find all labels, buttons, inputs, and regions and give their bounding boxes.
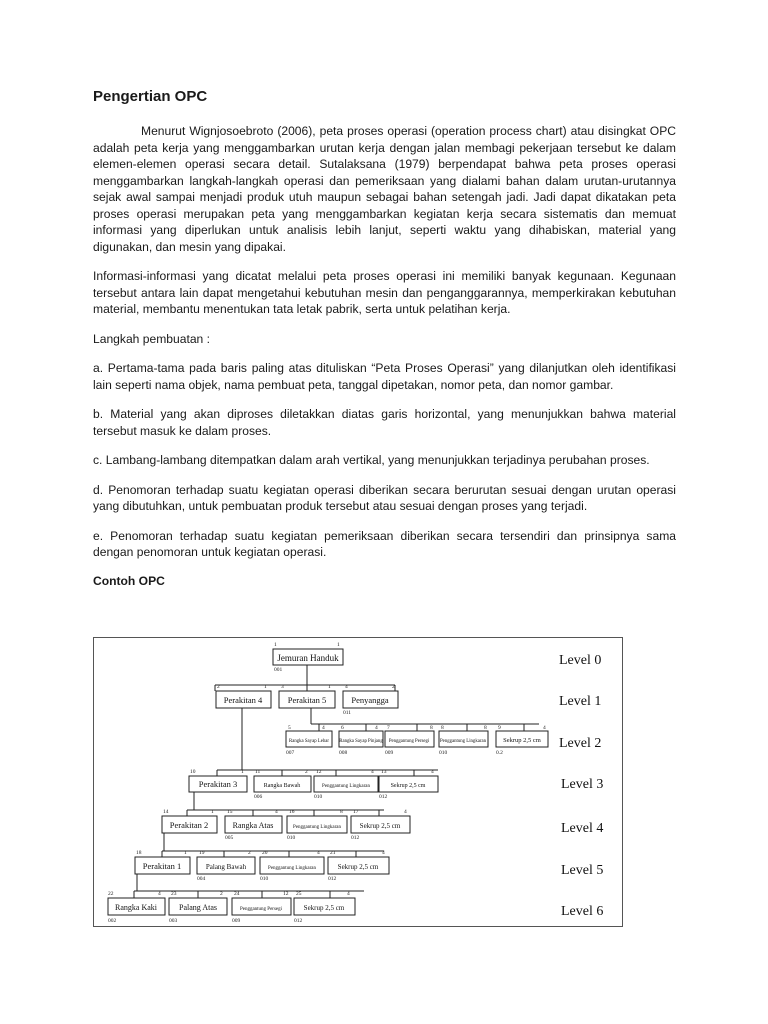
code-jemuran: 001: [274, 667, 283, 673]
code-l2-c: 009: [385, 750, 394, 756]
paragraph-steps-heading: Langkah pembuatan :: [93, 331, 210, 346]
code-l3-c: 010: [314, 794, 323, 800]
num-l5-a-left: 18: [136, 850, 142, 856]
num-perakitan5-left: 3: [281, 684, 284, 690]
num-l5-b-left: 19: [199, 850, 205, 856]
node-perakitan-2: Perakitan 2: [169, 820, 209, 830]
node-penggantung-lingkaran-l3: Penggantung Lingkaran: [322, 784, 370, 789]
code-l6-d: 012: [294, 918, 303, 924]
num-l3-d-left: 13: [381, 769, 387, 775]
node-sekrup-l4: Sekrup 2,5 cm: [359, 822, 401, 830]
num-perakitan4-left: 2: [217, 684, 220, 690]
code-penyangga: 011: [343, 710, 352, 716]
code-l6-b: 003: [169, 918, 178, 924]
opc-diagram: [94, 638, 622, 926]
num-l6-a-left: 22: [108, 891, 114, 897]
node-rangka-kaki-l6: Rangka Kaki: [115, 903, 157, 912]
node-sekrup-l3: Sekrup 2,5 cm: [390, 783, 426, 789]
node-perakitan-4: Perakitan 4: [223, 695, 263, 705]
num-l4-b-left: 15: [227, 809, 233, 815]
num-l2-a-right: 4: [322, 725, 325, 731]
num-l6-c-right: 12: [283, 891, 289, 897]
num-l5-d-right: 4: [382, 850, 385, 856]
node-rangka-bawah-l3: Rangka Bawah: [263, 783, 301, 789]
num-l2-c-right: 8: [430, 725, 433, 731]
node-jemuran-handuk: Jemuran Handuk: [277, 653, 339, 663]
num-l5-a-right: 1: [184, 850, 187, 856]
num-jemuran-left: 1: [274, 642, 277, 648]
node-penggantung-persegi-l6: Penggantung Persegi: [239, 907, 283, 912]
node-rangka-atas-l4: Rangka Atas: [232, 821, 274, 830]
node-penggantung-lingkaran-l5: Penggantung Lingkaran: [268, 866, 316, 871]
code-l2-b: 008: [339, 750, 348, 756]
num-l3-c-left: 12: [316, 769, 322, 775]
num-perakitan5-right: 1: [328, 684, 331, 690]
num-l3-c-right: 4: [371, 769, 374, 775]
code-l2-d: 010: [439, 750, 448, 756]
paragraph-step-b: b. Material yang akan diproses diletakkan diatas garis horizontal, yang menunjukkan bahwa material tersebut masuk ke dalam proses.: [93, 407, 676, 438]
num-l3-b-left: 11: [255, 769, 261, 775]
level-2-label: Level 2: [559, 736, 602, 751]
num-l2-a-left: 5: [288, 725, 291, 731]
num-l3-a-left: 10: [190, 769, 196, 775]
code-l5-d: 012: [328, 876, 337, 882]
num-jemuran-right: 1: [337, 642, 340, 648]
node-sekrup-l5: Sekrup 2,5 cm: [337, 863, 379, 871]
code-l6-a: 002: [108, 918, 117, 924]
num-l6-d-left: 25: [296, 891, 302, 897]
code-l6-c: 009: [232, 918, 241, 924]
num-l5-b-right: 2: [248, 850, 251, 856]
level-1-label: Level 1: [559, 694, 602, 709]
node-perakitan-3: Perakitan 3: [198, 779, 238, 789]
num-l6-b-left: 23: [171, 891, 177, 897]
num-l3-b-right: 2: [305, 769, 308, 775]
node-penggantung-lingkaran-l4: Penggantung Lingkaran: [293, 825, 341, 830]
num-l6-d-right: 4: [347, 891, 350, 897]
code-l3-d: 012: [379, 794, 388, 800]
num-l5-c-right: 4: [317, 850, 320, 856]
section-title: Pengertian OPC: [93, 88, 208, 105]
level-5-label: Level 5: [561, 863, 604, 878]
node-sekrup-l6: Sekrup 2,5 cm: [303, 904, 345, 912]
num-perakitan4-right: 1: [264, 684, 267, 690]
code-l2-e: 0.2: [496, 750, 503, 756]
paragraph-definition: Menurut Wignjosoebroto (2006), peta proses operasi (operation process chart) atau disingkat OPC adalah peta kerja yang menggambarkan urutan kerja dengan jalan membagi pekerjaan tersebut ke dalam elemen-elemen operasi secara detail. Sutalaksana (1979) berpendapat bahwa peta proses operasi menggambarkan langkah-langkah operasi dan pemeriksaan yang dialami bahan dalam urutan-urutannya sejak awal sampai menjadi produk utuh maupun sebagai bahan setengah jadi. Jadi dapat dikatakan peta proses operasi merupakan peta yang menggambarkan kegiatan kerja secara sistematis dan memuat informasi yang diperlukan untuk analisis lebih lanjut, seperti waktu yang dihabiskan, material yang digunakan, dan mesin yang dipakai.: [93, 124, 676, 254]
num-l4-a-right: 1: [211, 809, 214, 815]
level-0-label: Level 0: [559, 653, 602, 668]
code-l5-c: 010: [260, 876, 269, 882]
num-l2-b-right: 4: [375, 725, 378, 731]
document-body: [93, 88, 676, 588]
node-perakitan-1: Perakitan 1: [142, 861, 182, 871]
node-penggantung-persegi-l2: Penggantung Persegi: [388, 739, 430, 744]
num-l4-d-left: 17: [353, 809, 359, 815]
level-6-label: Level 6: [561, 904, 604, 919]
level-4-label: Level 4: [561, 821, 604, 836]
code-l4-d: 012: [351, 835, 360, 841]
opc-diagram-figure: [93, 637, 623, 927]
num-l4-c-right: 8: [340, 809, 343, 815]
num-l4-d-right: 4: [404, 809, 407, 815]
paragraph-step-c: c. Lambang-lambang ditempatkan dalam arah vertikal, yang menunjukkan terjadinya perubahan proses.: [93, 453, 650, 467]
num-penyangga-right: 2: [392, 684, 395, 690]
paragraph-step-e: e. Penomoran terhadap suatu kegiatan pemeriksaan diberikan secara tersendiri dan prinsipnya sama dengan penomoran untuk kegiatan operasi.: [93, 528, 676, 559]
code-l4-b: 005: [225, 835, 234, 841]
num-l3-d-right: 4: [431, 769, 434, 775]
code-l5-b: 004: [197, 876, 206, 882]
num-l5-c-left: 20: [262, 850, 268, 856]
node-penggantung-lingkaran-l2: Penggantung Lingkaran: [440, 739, 486, 744]
num-l4-a-left: 14: [163, 809, 169, 815]
num-l2-e-right: 4: [543, 725, 546, 731]
figure-caption: Contoh OPC: [93, 573, 165, 588]
node-perakitan-5: Perakitan 5: [287, 695, 327, 705]
num-l5-d-left: 21: [330, 850, 336, 856]
node-penyangga: Penyangga: [351, 695, 389, 705]
num-l3-a-right: 1: [241, 769, 244, 775]
num-l2-d-left: 8: [441, 725, 444, 731]
node-palang-bawah-l5: Palang Bawah: [205, 863, 247, 871]
code-l3-b: 006: [254, 794, 263, 800]
node-sekrup-l2: Sekrup 2,5 cm: [503, 737, 541, 744]
num-l6-c-left: 24: [234, 891, 240, 897]
paragraph-step-d: d. Penomoran terhadap suatu kegiatan operasi diberikan secara berurutan sesuai dengan urutan operasi yang dibutuhkan, untuk pembuatan produk tersebut atau sesuai dengan proses yang terjadi.: [93, 482, 676, 513]
num-l2-e-left: 9: [498, 725, 501, 731]
code-l4-c: 010: [287, 835, 296, 841]
num-l6-b-right: 2: [220, 891, 223, 897]
num-l6-a-right: 4: [158, 891, 161, 897]
node-palang-atas-l6: Palang Atas: [179, 903, 217, 912]
code-l2-a: 007: [286, 750, 295, 756]
paragraph-step-a: a. Pertama-tama pada baris paling atas dituliskan “Peta Proses Operasi” yang dilanjutkan oleh identifikasi lain seperti nama objek, nama pembuat peta, tanggal dipetakan, nomor peta, dan nomor gambar.: [93, 361, 676, 392]
node-rangka-sayap-pinjang: Rangka Sayap Pinjang: [339, 739, 383, 744]
num-l2-b-left: 6: [341, 725, 344, 731]
num-penyangga-left: 4: [345, 684, 348, 690]
num-l2-d-right: 8: [484, 725, 487, 731]
num-l2-c-left: 7: [387, 725, 390, 731]
level-3-label: Level 3: [561, 777, 604, 792]
num-l4-b-right: 4: [275, 809, 278, 815]
paragraph-uses: Informasi-informasi yang dicatat melalui peta proses operasi ini memiliki banyak kegunaan. Kegunaan tersebut antara lain dapat mengetahui kebutuhan mesin dan penganggarannya, memperkirakan kebutuhan material, membantu menentukan tata letak pabrik, serta untuk pelatihan kerja.: [93, 269, 676, 316]
node-rangka-sayap-lebar: Rangka Sayap Lebar: [289, 739, 329, 744]
num-l4-c-left: 16: [289, 809, 295, 815]
